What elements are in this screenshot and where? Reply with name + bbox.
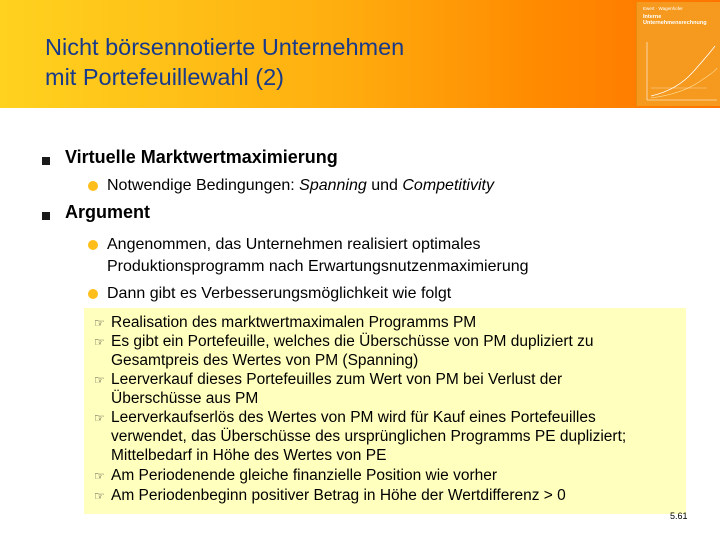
title-line-2: mit Portefeuillewahl (2): [45, 64, 285, 90]
box-item-portefeuille: ☞ Es gibt ein Portefeuille, welches die Überschüsse von PM dupliziert zu Gesamtpreis des Wertes von PM (Spanning): [94, 333, 594, 369]
round-bullet-icon: [88, 181, 98, 191]
pointing-hand-icon: ☞: [94, 335, 105, 349]
book-cover-thumbnail: [636, 2, 720, 106]
pointing-hand-icon: ☞: [94, 373, 105, 387]
sub-bullet-verbesserung: Dann gibt es Verbesserungsmöglichkeit wie folgt: [107, 285, 452, 302]
square-bullet-icon: [42, 212, 50, 220]
sub-bullet-angenommen: Angenommen, das Unternehmen realisiert optimales Produktionsprogramm nach Erwartungsnutzenmaximierung: [107, 236, 529, 275]
round-bullet-icon: [88, 240, 98, 250]
box-item-leerverkaufserloes: ☞ Leerverkaufserlös des Wertes von PM wird für Kauf eines Portefeuilles verwendet, das Überschüsse des ursprünglichen Programms PE dupliziert; Mittelbedarf in Höhe des Wertes von PE: [94, 409, 627, 464]
page-title: [45, 32, 404, 92]
title-banner: [0, 0, 720, 108]
square-bullet-icon: [42, 157, 50, 165]
bullet-virtuelle-marktwertmaximierung: Virtuelle Marktwertmaximierung: [65, 147, 338, 167]
pointing-hand-icon: ☞: [94, 489, 105, 503]
bullet-argument: Argument: [65, 202, 150, 222]
pointing-hand-icon: ☞: [94, 411, 105, 425]
page-number: 5.61: [670, 511, 688, 521]
book-author: Ewert · Wagenhofer: [643, 6, 683, 11]
book-title-line-2: Unternehmensrechnung: [643, 20, 707, 26]
pointing-hand-icon: ☞: [94, 316, 105, 330]
round-bullet-icon: [88, 289, 98, 299]
sub-bullet-bedingungen: Notwendige Bedingungen: Spanning und Competitivity: [107, 177, 494, 194]
book-cover-graph-icon: [637, 2, 720, 106]
pointing-hand-icon: ☞: [94, 469, 105, 483]
box-item-leerverkauf: ☞ Leerverkauf dieses Portefeuilles zum Wert von PM bei Verlust der Überschüsse aus PM: [94, 371, 563, 407]
argument-steps-box: ☞ Realisation des marktwertmaximalen Programms PM ☞ Es gibt ein Portefeuille, welches die Überschüsse von PM dupliziert zu Gesamtpreis des Wertes von PM (Spanning) ☞ Leerverkauf dieses Portefeuilles zum Wert von PM bei Verlust der Überschüsse aus PM ☞ Leerverkaufserlös des Wertes von PM wird für Kauf eines Portefeuilles verwendet, das Überschüsse des ursprünglichen Programms PE dupliziert; Mittelbedarf in Höhe des Wertes von PE ☞ Am Periodenende gleiche finanzielle Position wie vorher ☞ Am Periodenbeginn positiver Betrag in Höhe der Wertdifferenz > 0: [84, 308, 686, 514]
book-title-line-1: Interne: [643, 14, 662, 20]
title-line-1: Nicht börsennotierte Unternehmen: [45, 34, 405, 60]
